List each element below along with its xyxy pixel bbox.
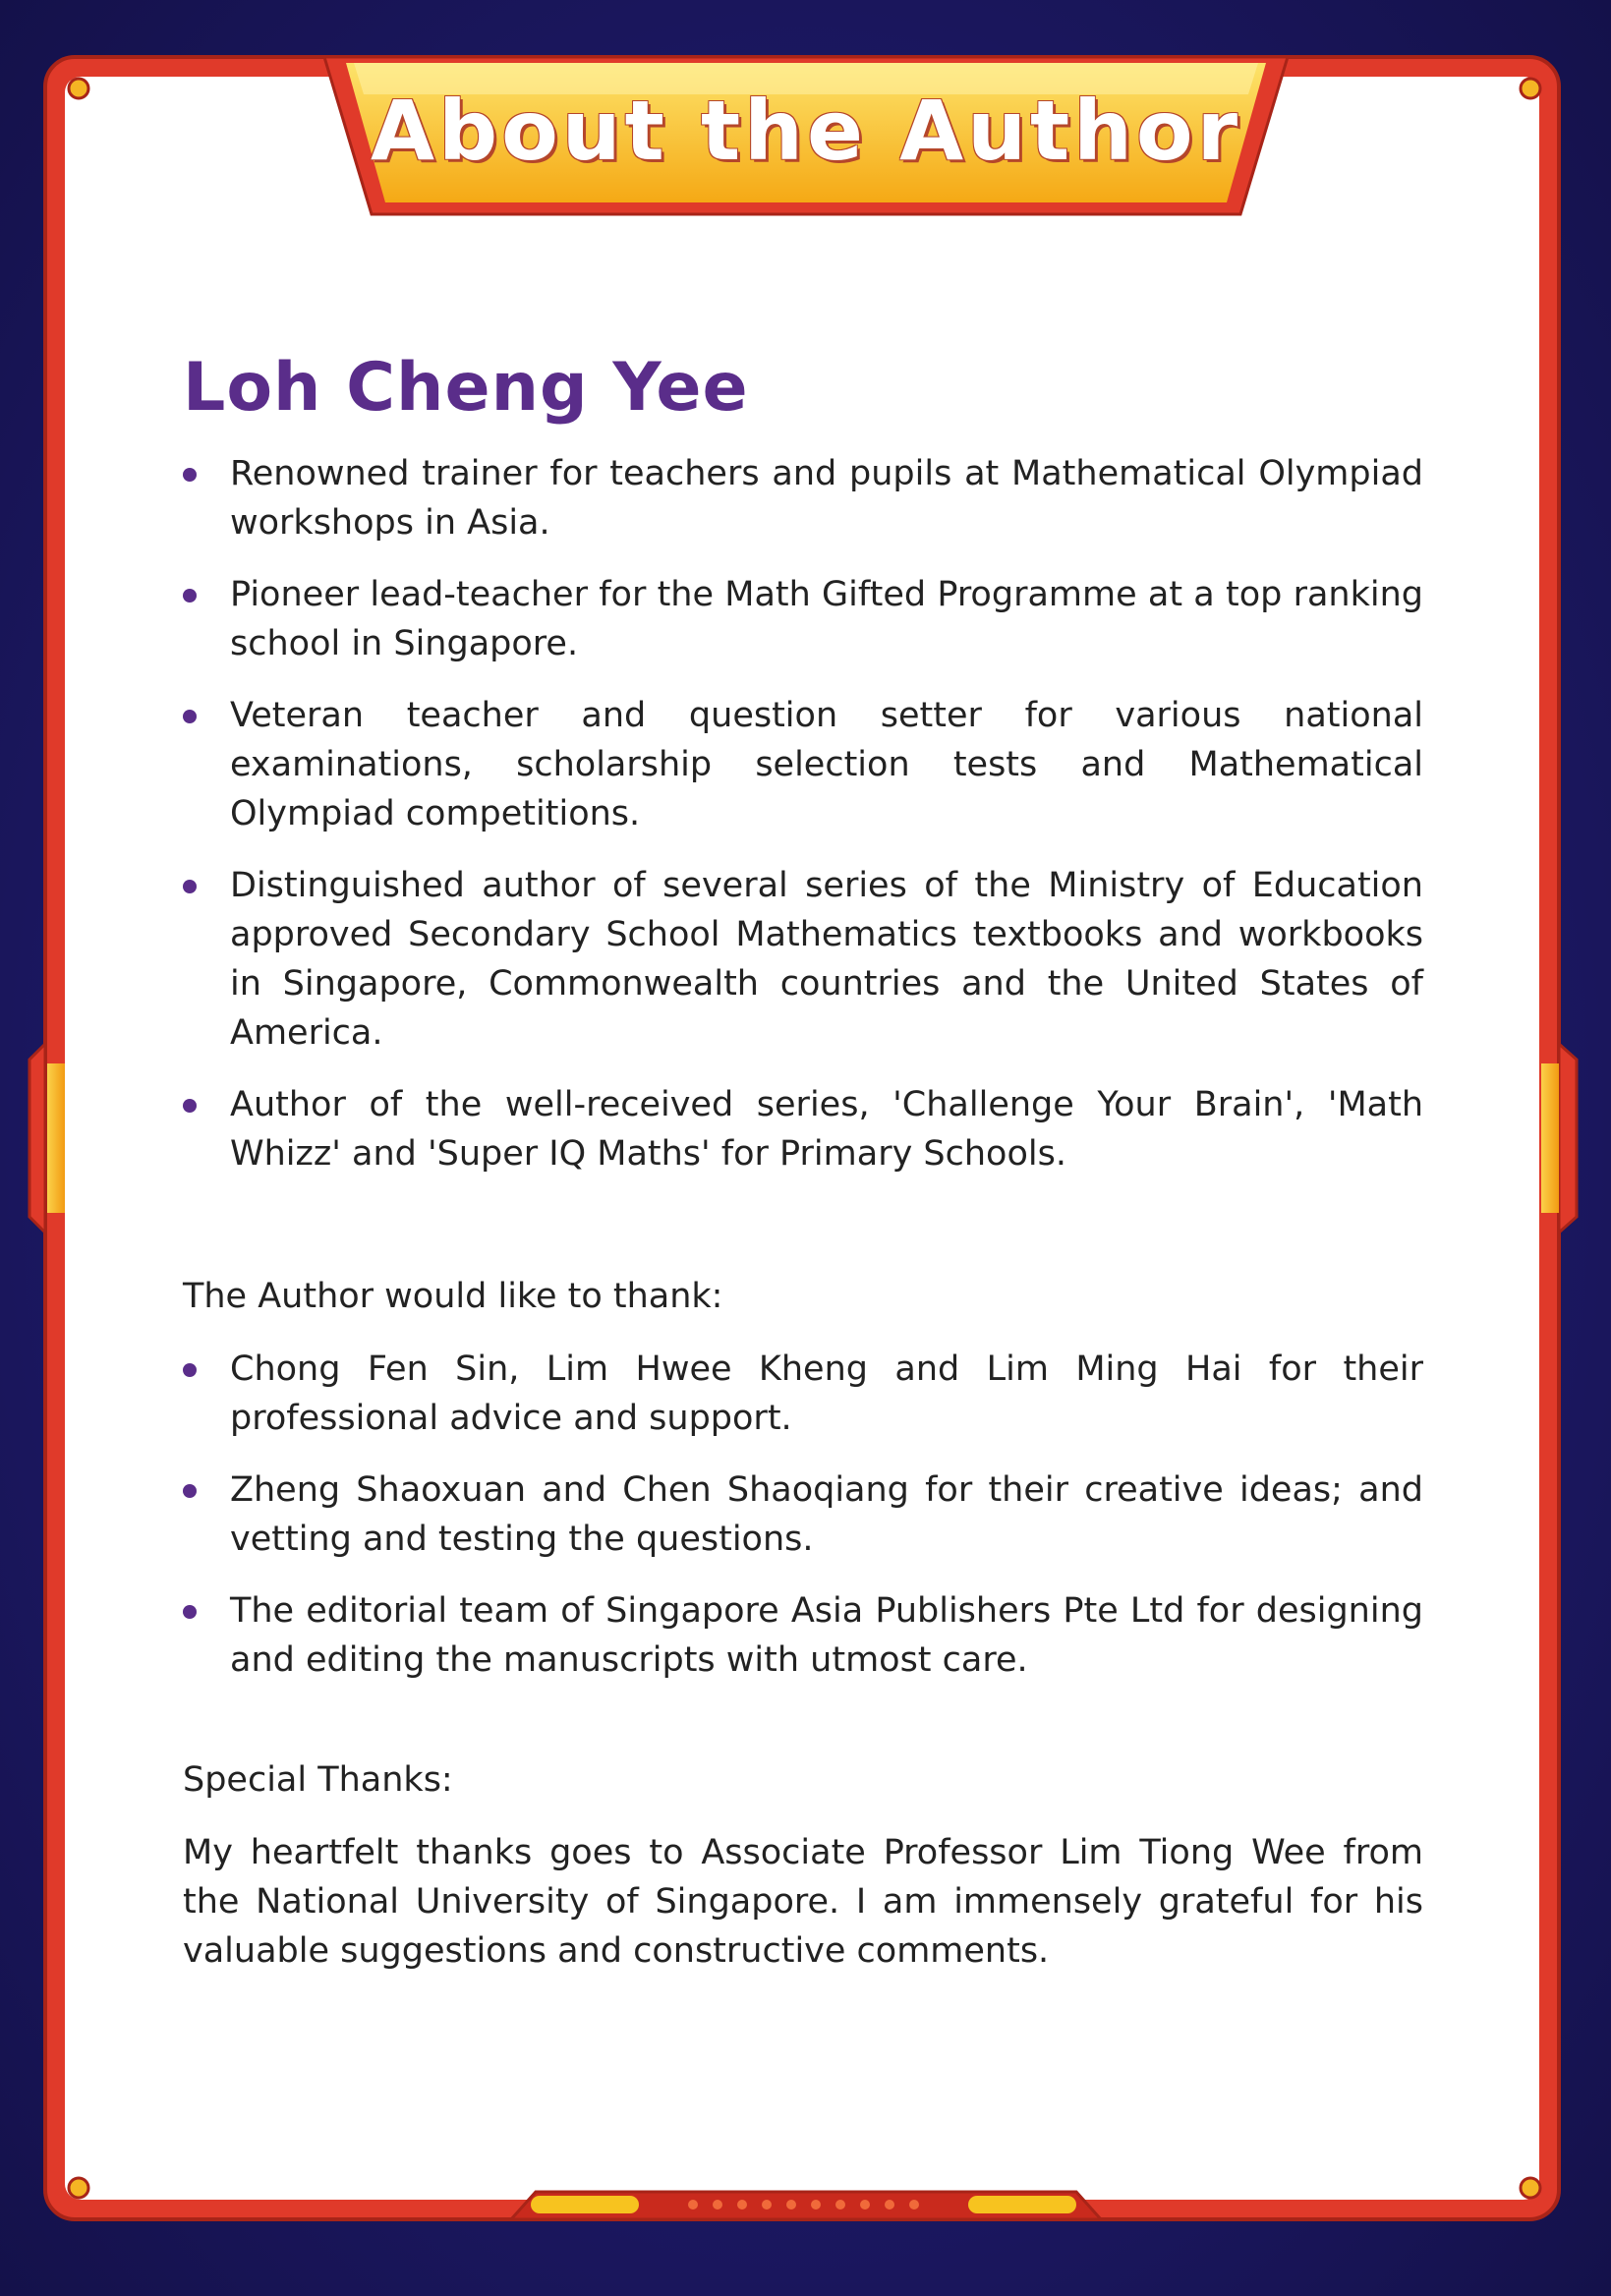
list-item — [183, 449, 1423, 547]
bullet-icon — [183, 1099, 197, 1113]
corner-rivet-bottom-left — [69, 2178, 88, 2198]
list-item-text: Distinguished author of several series of the Ministry of Education approved Secondary School Mathematics textbooks and workbooks in Singapore, Commonwealth countries and the United States of America. — [230, 866, 1423, 1053]
achievements-list — [183, 449, 1423, 1178]
bottom-tab-bar-right — [968, 2196, 1076, 2213]
list-item — [183, 1465, 1423, 1564]
bottom-dot — [835, 2200, 845, 2210]
bullet-icon — [183, 1605, 197, 1619]
bottom-dot — [885, 2200, 894, 2210]
corner-rivet-bottom-right — [1521, 2178, 1540, 2198]
list-item — [183, 861, 1423, 1058]
list-item-text: Author of the well-received series, 'Challenge Your Brain', 'Math Whizz' and 'Super IQ Maths' for Primary Schools. — [230, 1085, 1423, 1174]
bullet-icon — [183, 1484, 197, 1498]
corner-rivet-top-right — [1521, 79, 1540, 98]
special-thanks-text: My heartfelt thanks goes to Associate Professor Lim Tiong Wee from the National University of Singapore. I am immensely grateful for his valuable suggestions and constructive comments. — [183, 1833, 1423, 1971]
bottom-dot — [811, 2200, 821, 2210]
special-thanks-heading: Special Thanks: — [183, 1760, 453, 1800]
bullet-icon — [183, 880, 197, 893]
bottom-dot — [737, 2200, 747, 2210]
list-item-text: Veteran teacher and question setter for various national examinations, scholarship selection tests and Mathematical Olympiad competitions. — [230, 696, 1423, 833]
list-item-text: The editorial team of Singapore Asia Publishers Pte Ltd for designing and editing the manuscripts with utmost care. — [230, 1591, 1423, 1680]
side-tab-right — [1559, 1044, 1577, 1233]
list-item-text: Zheng Shaoxuan and Chen Shaoqiang for their creative ideas; and vetting and testing the questions. — [230, 1470, 1423, 1559]
main-content — [183, 349, 1423, 1976]
list-item-text: Renowned trainer for teachers and pupils at Mathematical Olympiad workshops in Asia. — [230, 454, 1423, 543]
list-item — [183, 570, 1423, 668]
list-item — [183, 1080, 1423, 1178]
bullet-icon — [183, 468, 197, 482]
bottom-dot — [860, 2200, 870, 2210]
list-item-text: Chong Fen Sin, Lim Hwee Kheng and Lim Ming Hai for their professional advice and support. — [230, 1349, 1423, 1438]
bottom-dot — [762, 2200, 772, 2210]
bullet-icon — [183, 589, 197, 603]
list-item — [183, 1345, 1423, 1443]
bullet-icon — [183, 1363, 197, 1377]
thanks-heading: The Author would like to thank: — [183, 1277, 723, 1316]
list-item — [183, 1586, 1423, 1685]
list-item-text: Pioneer lead-teacher for the Math Gifted Programme at a top ranking school in Singapore. — [230, 575, 1423, 663]
side-tab-left — [29, 1044, 45, 1233]
bottom-dot — [713, 2200, 722, 2210]
bottom-dot — [688, 2200, 698, 2210]
thanks-list — [183, 1345, 1423, 1685]
bottom-dot — [786, 2200, 796, 2210]
page-title: About the Author — [370, 83, 1242, 179]
author-name: Loh Cheng Yee — [183, 349, 749, 427]
bullet-icon — [183, 710, 197, 723]
side-tab-right-fill — [1541, 1063, 1559, 1213]
list-item — [183, 691, 1423, 838]
side-tab-left-fill — [47, 1063, 65, 1213]
corner-rivet-top-left — [69, 79, 88, 98]
bottom-dot — [909, 2200, 919, 2210]
bottom-tab-bar-left — [531, 2196, 639, 2213]
